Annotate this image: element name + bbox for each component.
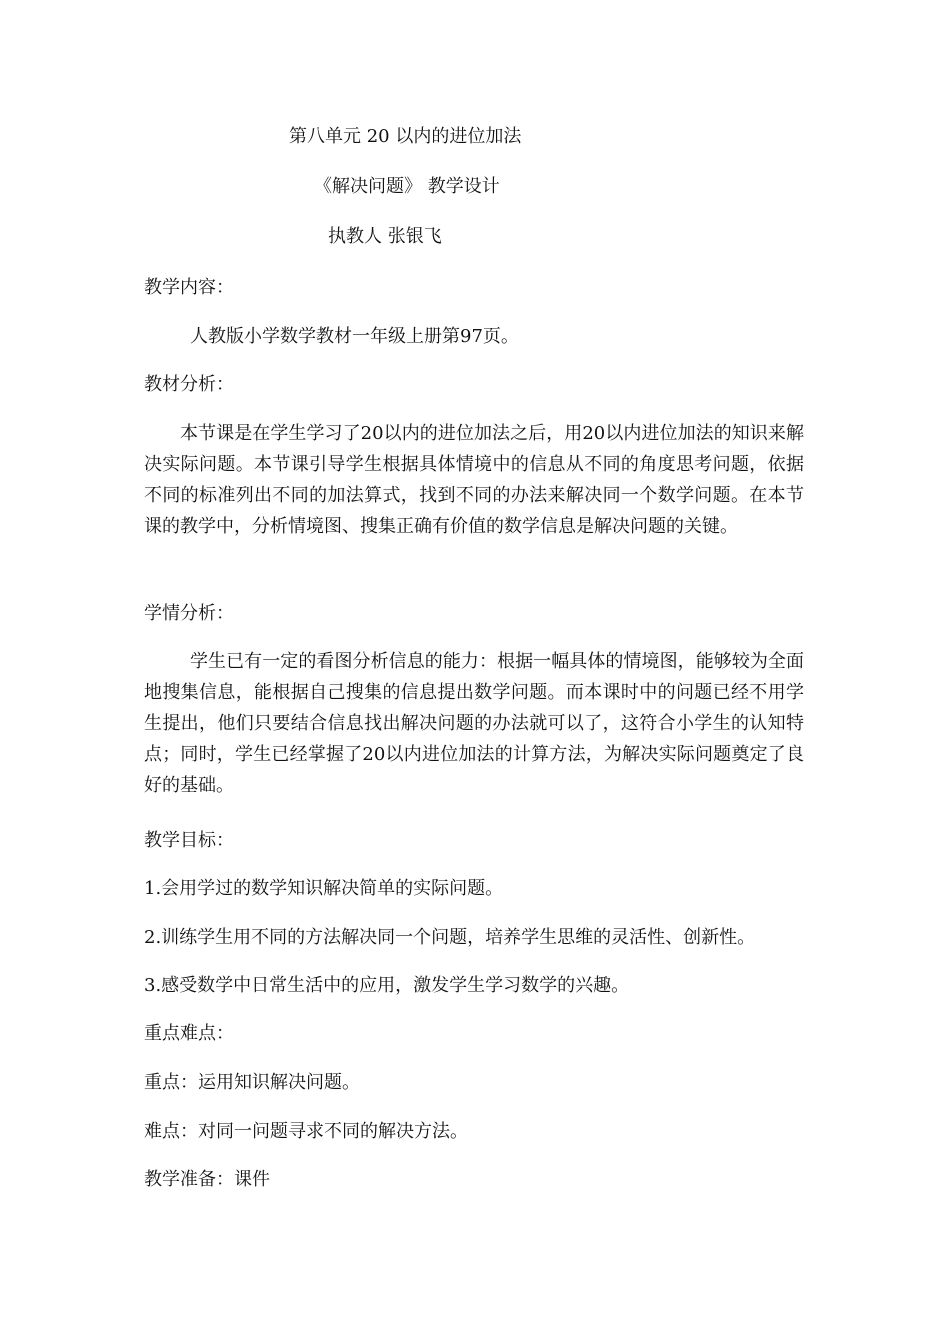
goal-item-3: 3.感受数学中日常生活中的应用，激发学生学习数学的兴趣。: [144, 975, 630, 996]
material-paragraph: 本节课是在学生学习了20以内的进位加法之后，用20以内进位加法的知识来解决实际问题。本节课引导学生根据具体情境中的信息从不同的角度思考问题，依据不同的标准列出不同的加法算式，找到不同的办法来解决同一个数学问题。在本节课的教学中，分析情境图、搜集正确有价值的数学信息是解决问题的关键。: [144, 423, 804, 537]
content-heading: 教学内容：: [144, 277, 234, 298]
unit-title: 第八单元 20 以内的进位加法: [289, 126, 522, 147]
prep-text: 教学准备：课件: [144, 1169, 270, 1190]
keypoint-text: 重点：运用知识解决问题。: [144, 1072, 360, 1093]
goal-item-2: 2.训练学生用不同的方法解决同一个问题，培养学生思维的灵活性、创新性。: [144, 927, 756, 948]
student-heading: 学情分析：: [144, 603, 234, 624]
lesson-title: 《解决问题》 教学设计: [314, 176, 500, 197]
teacher-line: 执教人 张银飞: [328, 226, 442, 247]
difficulty-text: 难点：对同一问题寻求不同的解决方法。: [144, 1121, 468, 1142]
goals-heading: 教学目标：: [144, 830, 234, 851]
material-heading: 教材分析：: [144, 374, 234, 395]
goal-item-1: 1.会用学过的数学知识解决简单的实际问题。: [144, 878, 504, 899]
keypoints-heading: 重点难点：: [144, 1023, 234, 1044]
content-text: 人教版小学数学教材一年级上册第97页。: [190, 326, 519, 347]
student-paragraph: 学生已有一定的看图分析信息的能力：根据一幅具体的情境图，能够较为全面地搜集信息，能根据自己搜集的信息提出数学问题。而本课时中的问题已经不用学生提出，他们只要结合信息找出解决问题的办法就可以了，这符合小学生的认知特点；同时，学生已经掌握了20以内进位加法的计算方法，为解决实际问题奠定了良好的基础。: [144, 651, 804, 796]
